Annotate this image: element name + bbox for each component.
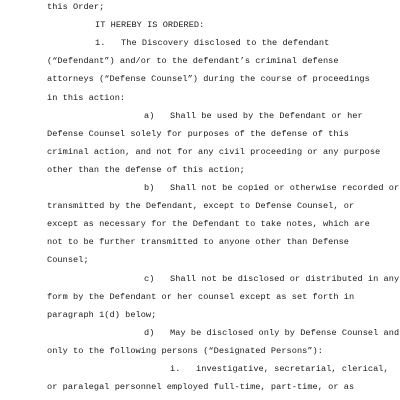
text-line: this Order; xyxy=(47,2,105,12)
text-line: i. investigative, secretarial, clerical, xyxy=(170,364,389,374)
text-line: transmitted by the Defendant, except to Defense Counsel, or xyxy=(47,201,355,212)
text-line: Counsel; xyxy=(47,255,89,266)
text-line: only to the following persons (“Designated Persons”): xyxy=(47,345,323,356)
text-line: c) Shall not be disclosed or distributed in any xyxy=(144,273,400,284)
text-line: Defense Counsel solely for purposes of the defense of this xyxy=(47,128,350,139)
text-line: paragraph 1(d) below; xyxy=(47,309,157,320)
text-line: or paralegal personnel employed full-time, part-time, or as xyxy=(47,382,355,393)
text-line: attorneys (“Defense Counsel”) during the course of proceedings xyxy=(47,74,370,85)
text-line: (“Defendant”) and/or to the defendant’s criminal defense xyxy=(47,56,339,67)
text-line: d) May be disclosed only by Defense Counsel and xyxy=(144,327,400,338)
text-line: except as necessary for the Defendant to take notes, which are xyxy=(47,219,370,230)
text-line: b) Shall not be copied or otherwise recorded or xyxy=(144,183,400,193)
text-line: a) Shall be used by the Defendant or her xyxy=(144,110,363,121)
text-line: criminal action, and not for any civil proceeding or any purpose xyxy=(47,146,381,157)
text-line: other than the defense of this action; xyxy=(47,164,245,175)
text-line: in this action: xyxy=(47,92,126,103)
text-line: form by the Defendant or her counsel except as set forth in xyxy=(47,291,355,302)
text-line: IT HEREBY IS ORDERED: xyxy=(95,20,205,31)
text-line: 1. The Discovery disclosed to the defendant xyxy=(95,38,330,49)
text-line: not to be further transmitted to anyone other than Defense xyxy=(47,237,350,248)
